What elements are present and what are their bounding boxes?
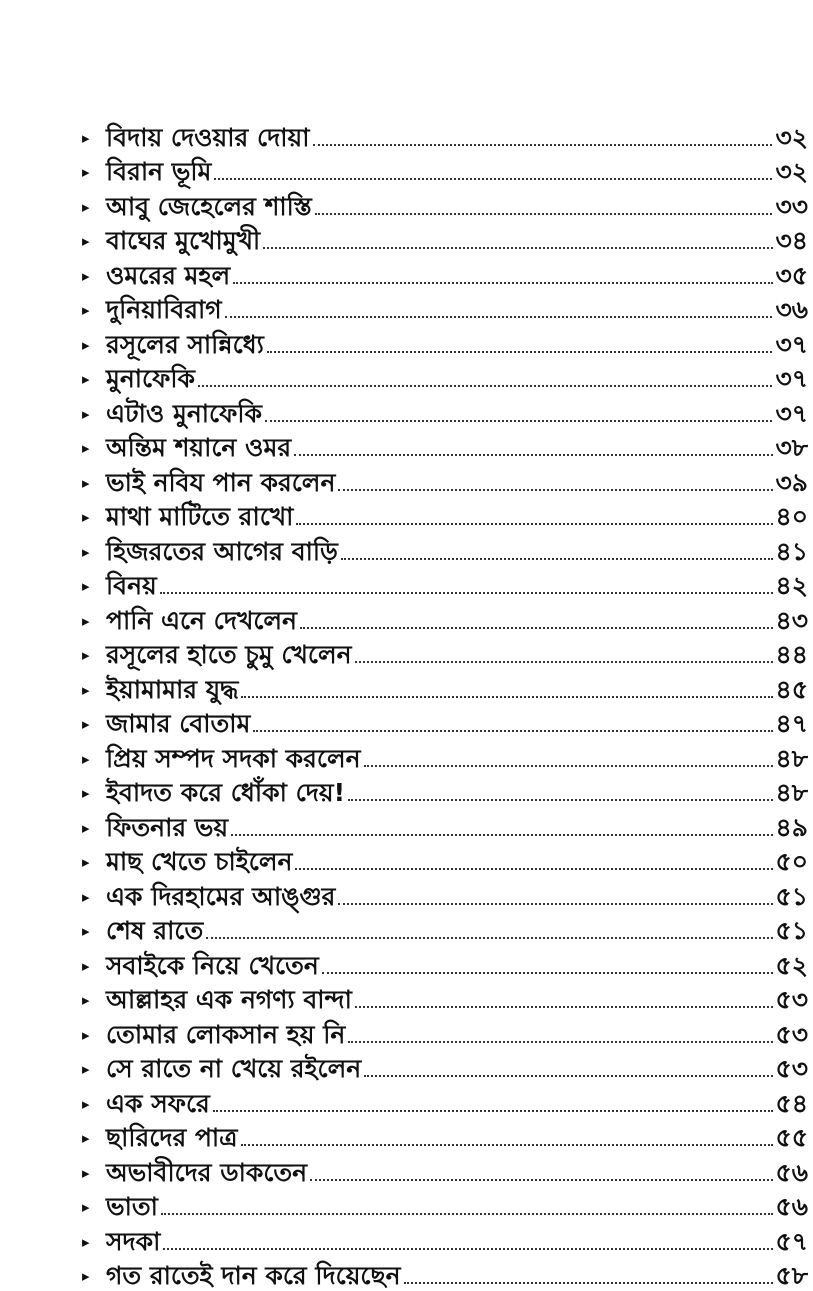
- triangle-bullet-icon: ▸: [82, 261, 106, 291]
- dotted-leader: [294, 454, 772, 456]
- toc-entry-title: ছারিদের পাত্র: [106, 1123, 238, 1153]
- toc-entry-page-number: ৪৮: [776, 744, 808, 774]
- toc-entry: [82, 153, 808, 188]
- dotted-leader: [233, 282, 772, 284]
- toc-entry-page-number: ৪১: [776, 537, 808, 567]
- toc-entry-page-number: ৩৭: [775, 364, 808, 394]
- dotted-leader: [214, 178, 772, 180]
- toc-entry: [82, 843, 808, 878]
- toc-entry-page-number: ৪৩: [776, 606, 808, 636]
- toc-entry: [82, 498, 808, 533]
- toc-entry-title: শেষ রাতে: [106, 916, 203, 946]
- triangle-bullet-icon: ▸: [82, 399, 106, 429]
- toc-entry: [82, 118, 808, 153]
- toc-entry-page-number: ৩৫: [776, 261, 808, 291]
- toc-entry-title: পানি এনে দেখলেন: [106, 606, 297, 636]
- dotted-leader: [364, 765, 773, 767]
- triangle-bullet-icon: ▸: [82, 916, 106, 946]
- dotted-leader: [355, 1006, 773, 1008]
- triangle-bullet-icon: ▸: [82, 1089, 106, 1119]
- toc-entry-title: জামার বোতাম: [106, 709, 250, 739]
- toc-entry-title: এটাও মুনাফেকি: [106, 399, 262, 429]
- toc-entry-title: তোমার লোকসান হয় নি: [106, 1020, 345, 1050]
- toc-entry: [82, 981, 808, 1016]
- toc-entry-page-number: ৫২: [776, 951, 808, 981]
- triangle-bullet-icon: ▸: [82, 1158, 106, 1188]
- triangle-bullet-icon: ▸: [82, 951, 106, 981]
- toc-entry-title: দুনিয়াবিরাগ: [106, 295, 222, 325]
- toc-entry-title: রসূলের হাতে চুমু খেলেন: [106, 640, 352, 670]
- dotted-leader: [404, 1282, 773, 1284]
- toc-entry-page-number: ৪৮: [776, 778, 808, 808]
- toc-entry-title: বিদায় দেওয়ার দোয়া: [106, 123, 310, 153]
- toc-entry: [82, 739, 808, 774]
- triangle-bullet-icon: ▸: [82, 502, 106, 532]
- triangle-bullet-icon: ▸: [82, 882, 106, 912]
- toc-entry-title: প্রিয় সম্পদ সদকা করলেন: [106, 744, 361, 774]
- toc-entry-title: আবু জেহেলের শাস্তি: [106, 192, 312, 222]
- toc-entry-title: ওমরের মহল: [106, 261, 230, 291]
- triangle-bullet-icon: ▸: [82, 364, 106, 394]
- triangle-bullet-icon: ▸: [82, 226, 106, 256]
- toc-entry: [82, 1015, 808, 1050]
- toc-entry-page-number: ৩২: [775, 157, 808, 187]
- toc-entry-page-number: ৩৪: [776, 226, 808, 256]
- dotted-leader: [231, 834, 772, 836]
- toc-entry-title: সে রাতে না খেয়ে রইলেন: [106, 1054, 361, 1084]
- triangle-bullet-icon: ▸: [82, 330, 106, 360]
- table-of-contents: [82, 118, 808, 1291]
- toc-entry-page-number: ৩৬: [775, 295, 808, 325]
- dotted-leader: [348, 1041, 772, 1043]
- toc-entry: [82, 429, 808, 464]
- toc-entry-title: মাছ খেতে চাইলেন: [106, 847, 292, 877]
- triangle-bullet-icon: ▸: [82, 1192, 106, 1222]
- toc-entry-title: বিরান ভূমি: [106, 157, 211, 187]
- triangle-bullet-icon: ▸: [82, 985, 106, 1015]
- toc-entry: [82, 1050, 808, 1085]
- triangle-bullet-icon: ▸: [82, 123, 106, 153]
- toc-entry-title: রসূলের সান্নিধ্যে: [106, 330, 264, 360]
- triangle-bullet-icon: ▸: [82, 537, 106, 567]
- toc-entry-page-number: ৪০: [776, 502, 808, 532]
- dotted-leader: [355, 661, 773, 663]
- triangle-bullet-icon: ▸: [82, 192, 106, 222]
- dotted-leader: [348, 799, 773, 801]
- toc-entry: [82, 567, 808, 602]
- dotted-leader: [295, 868, 772, 870]
- toc-entry: [82, 670, 808, 705]
- triangle-bullet-icon: ▸: [82, 606, 106, 636]
- dotted-leader: [161, 1213, 773, 1215]
- toc-entry-title: সবাইকে নিয়ে খেতেন: [106, 951, 319, 981]
- toc-entry: [82, 808, 808, 843]
- triangle-bullet-icon: ▸: [82, 1054, 106, 1084]
- dotted-leader: [263, 247, 772, 249]
- dotted-leader: [322, 972, 773, 974]
- toc-entry-page-number: ৫৩: [776, 1020, 808, 1050]
- toc-entry: [82, 187, 808, 222]
- toc-entry: [82, 1222, 808, 1257]
- triangle-bullet-icon: ▸: [82, 1020, 106, 1050]
- dotted-leader: [160, 592, 773, 594]
- triangle-bullet-icon: ▸: [82, 709, 106, 739]
- toc-entry-title: আল্লাহর এক নগণ্য বান্দা: [106, 985, 352, 1015]
- toc-entry-page-number: ৩৯: [776, 468, 808, 498]
- dotted-leader: [313, 144, 773, 146]
- toc-entry: [82, 1153, 808, 1188]
- triangle-bullet-icon: ▸: [82, 744, 106, 774]
- toc-entry-page-number: ৫৩: [776, 1054, 808, 1084]
- toc-entry-page-number: ৫৭: [776, 1227, 808, 1257]
- toc-entry-title: মাথা মাটিতে রাখো: [106, 502, 293, 532]
- toc-entry-title: অভাবীদের ডাকতেন: [106, 1158, 307, 1188]
- toc-entry-title: মুনাফেকি: [106, 364, 195, 394]
- dotted-leader: [315, 213, 773, 215]
- dotted-leader: [338, 903, 772, 905]
- triangle-bullet-icon: ▸: [82, 157, 106, 187]
- toc-entry: [82, 774, 808, 809]
- toc-entry: [82, 394, 808, 429]
- toc-entry: [82, 360, 808, 395]
- dotted-leader: [206, 937, 772, 939]
- toc-entry: [82, 1119, 808, 1154]
- toc-entry-page-number: ৪৭: [776, 709, 808, 739]
- dotted-leader: [225, 316, 773, 318]
- dotted-leader: [163, 1248, 772, 1250]
- toc-entry-title: গত রাতেই দান করে দিয়েছেন: [106, 1261, 401, 1291]
- dotted-leader: [241, 1144, 773, 1146]
- dotted-leader: [241, 696, 772, 698]
- triangle-bullet-icon: ▸: [82, 778, 106, 808]
- toc-entry-page-number: ৫১: [776, 916, 808, 946]
- toc-entry-page-number: ৫৫: [776, 1123, 808, 1153]
- toc-entry-page-number: ৩৭: [775, 330, 808, 360]
- dotted-leader: [265, 420, 772, 422]
- toc-entry-page-number: ৩৩: [775, 192, 808, 222]
- toc-entry: [82, 1188, 808, 1223]
- toc-entry-page-number: ৫৪: [776, 1089, 808, 1119]
- toc-entry-page-number: ৩২: [775, 123, 808, 153]
- triangle-bullet-icon: ▸: [82, 675, 106, 705]
- toc-entry-page-number: ৫৬: [776, 1192, 808, 1222]
- toc-entry-title: সদকা: [106, 1227, 160, 1257]
- dotted-leader: [341, 558, 773, 560]
- triangle-bullet-icon: ▸: [82, 295, 106, 325]
- toc-entry-page-number: ৩৮: [776, 433, 808, 463]
- toc-entry-page-number: ৪৫: [776, 675, 808, 705]
- triangle-bullet-icon: ▸: [82, 1261, 106, 1291]
- toc-entry: [82, 912, 808, 947]
- toc-entry-title: অন্তিম শয়ানে ওমর: [106, 433, 291, 463]
- toc-entry: [82, 601, 808, 636]
- dotted-leader: [338, 489, 772, 491]
- toc-entry-page-number: ৫৮: [776, 1261, 808, 1291]
- triangle-bullet-icon: ▸: [82, 1227, 106, 1257]
- dotted-leader: [300, 627, 773, 629]
- toc-entry: [82, 463, 808, 498]
- triangle-bullet-icon: ▸: [82, 1123, 106, 1153]
- toc-entry-title: ভাই নবিয পান করলেন: [106, 468, 335, 498]
- dotted-leader: [198, 385, 772, 387]
- toc-entry-title: ইয়ামামার যুদ্ধ: [106, 675, 238, 705]
- toc-entry-title: এক দিরহামের আঙ্গুর: [106, 882, 335, 912]
- toc-entry: [82, 291, 808, 326]
- toc-entry: [82, 705, 808, 740]
- toc-entry-page-number: ৪৯: [776, 813, 808, 843]
- toc-entry: [82, 636, 808, 671]
- triangle-bullet-icon: ▸: [82, 571, 106, 601]
- toc-entry-title: বাঘের মুখোমুখী: [106, 226, 260, 256]
- dotted-leader: [267, 351, 773, 353]
- toc-entry-title: ইবাদত করে ধোঁকা দেয়!: [106, 778, 345, 808]
- toc-entry-page-number: ৪৪: [776, 640, 808, 670]
- toc-entry: [82, 325, 808, 360]
- toc-entry-title: হিজরতের আগের বাড়ি: [106, 537, 338, 567]
- toc-entry: [82, 1084, 808, 1119]
- toc-entry-page-number: ৫০: [776, 847, 808, 877]
- toc-entry: [82, 946, 808, 981]
- toc-entry-page-number: ৪২: [776, 571, 808, 601]
- toc-entry-page-number: ৩৭: [775, 399, 808, 429]
- dotted-leader: [213, 1110, 773, 1112]
- toc-entry: [82, 256, 808, 291]
- dotted-leader: [296, 523, 772, 525]
- toc-entry-title: বিনয়: [106, 571, 157, 601]
- toc-entry-title: এক সফরে: [106, 1089, 210, 1119]
- toc-entry: [82, 1257, 808, 1291]
- toc-entry-page-number: ৫৬: [776, 1158, 808, 1188]
- toc-entry-title: ভাতা: [106, 1192, 158, 1222]
- toc-entry-page-number: ৫১: [776, 882, 808, 912]
- toc-entry-title: ফিতনার ভয়: [106, 813, 228, 843]
- triangle-bullet-icon: ▸: [82, 468, 106, 498]
- dotted-leader: [364, 1075, 772, 1077]
- triangle-bullet-icon: ▸: [82, 640, 106, 670]
- triangle-bullet-icon: ▸: [82, 847, 106, 877]
- toc-entry: [82, 532, 808, 567]
- toc-entry-page-number: ৫৩: [776, 985, 808, 1015]
- toc-entry: [82, 222, 808, 257]
- triangle-bullet-icon: ▸: [82, 433, 106, 463]
- dotted-leader: [310, 1179, 772, 1181]
- triangle-bullet-icon: ▸: [82, 813, 106, 843]
- toc-entry: [82, 877, 808, 912]
- dotted-leader: [253, 730, 772, 732]
